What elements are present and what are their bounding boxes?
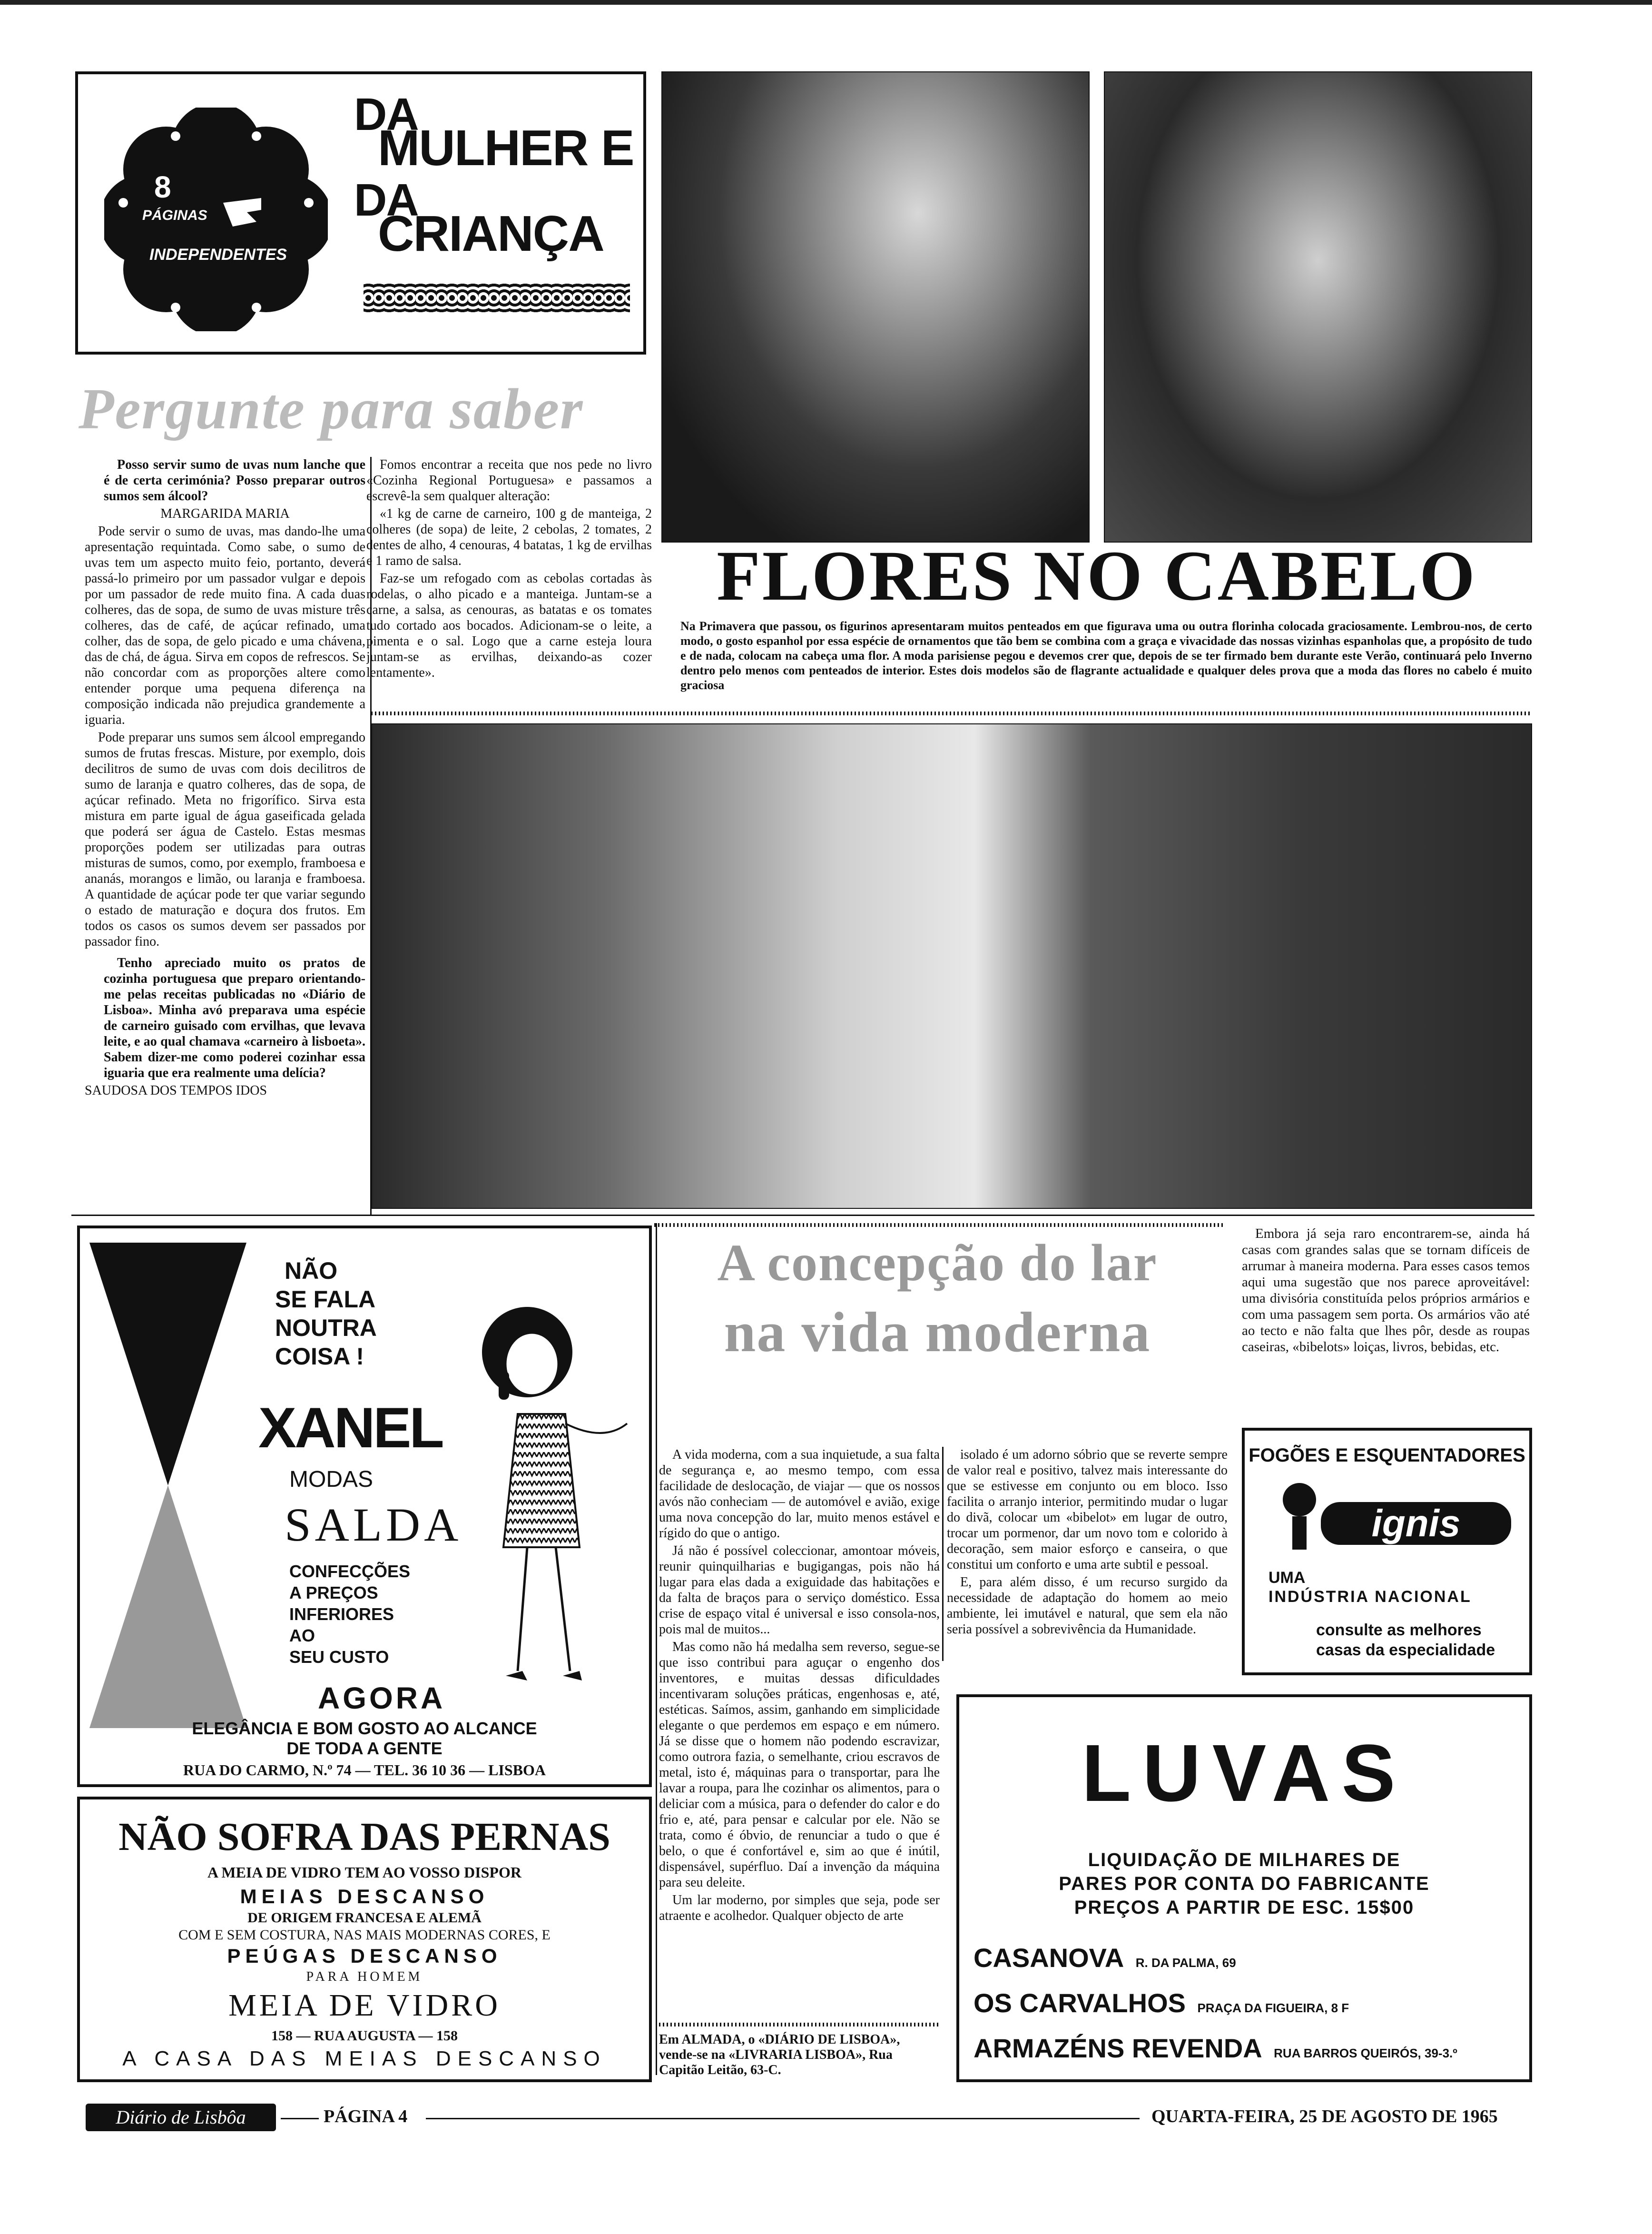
lar-paragraph-4: Um lar moderno, por simples que seja, pode ser atraente e acolhedor. Qualquer objecto de arte [659,1893,940,1923]
flores-caption: Na Primavera que passou, os figurinos apresentaram muitos penteados em que figurava uma ou outra florinha colocada graciosamente. Lembrou-nos, de certo modo, o gosto espanhol por essa espécie de ornamentos que tão bem se combina com a graça e vivacidade das nossas vizinhas espanholas que, a propósito de tudo e de nada, colocam na cabeça uma flor. A moda parisiense pegou e devemos crer que, depois de se ter firmado bem durante este Verão, continuará pelo Inverno dentro pelo menos com penteados de interior. Estes dois modelos são de flagrante actualidade e qualquer deles prova que a moda das flores no cabelo é muito graciosa [680,619,1532,692]
flower-icon [104,108,328,331]
signature-2: SAUDOSA DOS TEMPOS IDOS [85,1083,267,1098]
section-masthead [75,71,646,355]
almada-notice: Em ALMADA, o «DIÁRIO DE LISBOA», vende-se na «LIVRARIA LISBOA», Rua Capitão Leitão, 63-C. [659,2032,900,2077]
hourglass-graphic [89,1243,246,1728]
meias-l5: PEÚGAS DESCANSO [227,1945,502,1967]
ignis-l3: consulte as melhores [1316,1621,1482,1639]
lar-column-1 [659,1447,940,2020]
top-border [0,0,1652,5]
xanel-slogan2: DE TODA A GENTE [286,1739,442,1758]
question-2: Tenho apreciado muito os pratos de cozinha portuguesa que preparo orientando-me pelas receitas publicadas no «Diário de Lisboa». Minha avó preparava uma espécie de carneiro guisado com ervilhas, que levava leite, e ao qual chamava «carneiro à lisboeta». Sabem dizer-me como poderei cozinhar essa iguaria que era realmente uma delícia? [104,956,365,1080]
masthead-title-mulher: MULHER E [378,120,634,176]
lar-col2-paragraph-1: isolado é um adorno sóbrio que se reverte sempre de valor real e positivo, talvez mais interessante do que se estivesse em conjunto ou em bloco. Isso facilita o arranjo interior, permitindo mudar o lugar do divã, colocar um «bibelot» em lugar de outro, trocar um pormenor, dar um novo tom e colorido à decoração, sem maior esforço e canseira, o que constitui um conforto e uma arte subtil e pessoal. [947,1447,1228,1572]
pergunte-column-1 [85,457,365,1216]
luvas-l2: PARES POR CONTA DO FABRICANTE [1059,1873,1430,1894]
ignis-title: FOGÕES E ESQUENTADORES [1249,1445,1525,1466]
xanel-l2: SE FALA [275,1286,376,1313]
answer-2-paragraph-2: «1 kg de carne de carneiro, 100 g de manteiga, 2 colheres (de sopa) de leite, 2 cebolas, 2 tomates, 2 dentes de alho, 4 cenouras, 4 batatas, 1 kg de ervilhas e 1 ramo de salsa. [366,506,652,568]
ignis-l4: casas da especialidade [1316,1641,1495,1659]
photo-woman-flower-right [1104,71,1532,543]
torch-icon [1278,1483,1321,1550]
answer-2-paragraph-3: Faz-se um refogado com as cebolas cortadas às rodelas, o alho picado e a manteiga. Juntam-se a carne, a salsa, as cenouras, as batatas e os tomates tudo cortado aos bocados. Adicionam-se o leite, a pimenta e o sal. Logo que a carne esteja loura juntam-se as ervilhas, deixando-as cozer lentamente». [366,571,652,680]
luvas-store-2-name: OS CARVALHOS [974,1988,1186,2018]
meias-l8: 158 — RUA AUGUSTA — 158 [271,2028,458,2044]
horizontal-rule-mid [71,1215,1534,1216]
signature-1: MARGARIDA MARIA [160,506,290,521]
flores-headline: FLORES NO CABELO [717,536,1477,615]
luvas-store-1-name: CASANOVA [974,1943,1124,1973]
footer-page: PÁGINA 4 [324,2106,408,2126]
xanel-c5: SEU CUSTO [289,1647,389,1667]
xanel-l4: COISA ! [275,1343,364,1370]
lar-col2-paragraph-2: E, para além disso, é um recurso surgido da necessidade de adaptação do homem ao meio ambiente, lei imutável e natural, que sem ela não seria possível a sobrevivência da Humanidade. [947,1575,1228,1637]
ignis-l1: UMA [1268,1569,1306,1587]
xanel-brand: XANEL [258,1396,442,1460]
xanel-salda: SALDA [285,1498,462,1551]
lar-heading-1: A concepção do lar [717,1234,1158,1292]
xanel-modas: MODAS [289,1467,374,1492]
footer-rule-mid [426,2118,1140,2119]
almada-divider [659,2023,940,2026]
footer-logo: Diário de Lisbôa [86,2104,276,2131]
luvas-store-3 [974,2033,1457,2064]
masthead-ornament [364,284,630,312]
luvas-l3: PREÇOS A PARTIR DE ESC. 15$00 [1074,1897,1415,1918]
masthead-title-crianca: CRIANÇA [378,206,604,262]
luvas-store-3-address: RUA BARROS QUEIRÓS, 39-3.º [1274,2046,1457,2060]
meias-advertisement [77,1797,652,2082]
xanel-c2: A PREÇOS [289,1583,378,1602]
badge-number: 8 [154,170,171,204]
xanel-l3: NOUTRA [275,1315,377,1341]
pergunte-column-2 [366,457,652,714]
answer-1-paragraph-1: Pode servir o sumo de uvas, mas dando-lhe uma apresentação requintada. Como sabe, o sumo de uvas tem um aspecto muito feio, portanto, deverá passá-lo primeiro por um passador vulgar e depois por um passador de rede muito fina. A cada duas colheres, das de sopa, de sumo de uvas misture três colheres, das de café, de açúcar refinado, uma colher, das de sopa, de gelo picado e uma chávena, das de chá, de água. Sirva em copos de refrescos. Se não concordar com as proporções altere como entender porque uma pequena diferença na composição indicada não prejudica grandemente a iguaria. [85,524,365,727]
flores-divider [371,712,1532,715]
xanel-l1: NÃO [285,1257,338,1284]
lar-top-wave [654,1223,1225,1227]
badge-line1: PÁGINAS [142,208,207,223]
xanel-c4: AO [289,1626,315,1645]
masthead-title-da: DA [354,89,418,140]
badge-line2: INDEPENDENTES [149,246,287,264]
question-1: Posso servir sumo de uvas num lanche que é de certa cerimónia? Posso preparar outros sumos sem álcool? [104,457,365,504]
luvas-store-1 [974,1942,1236,1973]
xanel-address: RUA DO CARMO, N.º 74 — TEL. 36 10 36 — LISBOA [183,1761,546,1779]
lar-paragraph-2: Já não é possível coleccionar, amontoar móveis, reunir quinquilharias e bugigangas, pois não há lugar para elas dada a exiguidade das habitações e da falta de braços para o serviço doméstico. Essa crise de espaço vital é universal e isso consola-nos, pois mal de muitos... [659,1543,940,1637]
masthead-title-da2: DA [354,175,418,226]
meias-headline: NÃO SOFRA DAS PERNAS [118,1815,610,1859]
footer-date: QUARTA-FEIRA, 25 DE AGOSTO DE 1965 [1151,2106,1498,2126]
xanel-slogan1: ELEGÂNCIA E BOM GOSTO AO ALCANCE [192,1719,537,1738]
meias-l3: DE ORIGEM FRANCESA E ALEMÃ [247,1910,482,1926]
column-divider-lar [942,1447,944,1661]
meias-l9: A CASA DAS MEIAS DESCANSO [122,2047,607,2070]
ignis-brand: ignis [1321,1502,1511,1545]
luvas-l1: LIQUIDAÇÃO DE MILHARES DE [1088,1849,1401,1870]
flower-badge [104,108,328,331]
meias-l1: A MEIA DE VIDRO TEM AO VOSSO DISPOR [207,1864,521,1881]
answer-2-paragraph-1: Fomos encontrar a receita que nos pede no livro «Cozinha Regional Portuguesa» e passamos a escrevê-la sem qualquer alteração: [366,457,652,504]
meias-l2: MEIAS DESCANSO [240,1885,489,1908]
ignis-advertisement [1242,1428,1532,1675]
woman-on-phone-illustration [461,1300,632,1690]
lar-column-2 [947,1447,1228,1671]
luvas-store-1-address: R. DA PALMA, 69 [1135,1956,1236,1970]
meias-l4: COM E SEM COSTURA, NAS MAIS MODERNAS CORES, E [178,1927,551,1943]
lar-paragraph-3: Mas como não há medalha sem reverso, segue-se que isso contribui para aguçar o engenho dos inventores, e muitas dessas dificuldades incentivaram soluções práticas, engenhosas e, até, estéticas. Saímos, assim, ganhando em simplicidade elegante o que perdemos em espaço e em número. Já se disse que o homem não podendo escravizar, como outrora fazia, o semelhante, criou escravos de metal, isto é, máquinas para o transportar, para lhe lavar a roupa, para lhe cozinhar os alimentos, para o deliciar com a música, para o defender do calor e do frio e, até, para pensar e calcular por ele. Não se trata, como é óbvio, de renunciar a tudo o que é belo, o que é confortável e, sim ao que é inútil, dispensável, supérfluo. Daí a invenção da máquina para seu deleite. [659,1640,940,1890]
xanel-agora: AGORA [318,1681,446,1715]
xanel-advertisement [77,1226,652,1787]
lar-heading-2: na vida moderna [724,1300,1151,1364]
luvas-store-2-address: PRAÇA DA FIGUEIRA, 8 F [1197,2001,1349,2015]
luvas-headline: LUVAS [1082,1728,1407,1819]
xanel-c3: INFERIORES [289,1604,394,1624]
xanel-c1: CONFECÇÕES [289,1562,411,1581]
luvas-advertisement [956,1694,1532,2082]
lar-paragraph-1: A vida moderna, com a sua inquietude, a sua falta de segurança e, ao mesmo tempo, com essa facilidade de deslocação, de viajar — que os nossos avós não conheciam — de automóvel e avião, exige uma nova concepção do lar, muito menos estável e rígido do que o antigo. [659,1447,940,1541]
answer-1-paragraph-2: Pode preparar uns sumos sem álcool empregando sumos de frutas frescas. Misture, por exemplo, dois decilitros de sumo de uvas com dois decilitros de sumo de laranja e quatro colheres, das de sopa, de açúcar refinado. Meta no frigorífico. Sirva esta mistura em parte igual de água gaseificada gelada que poderá ser água de Castelo. Estas mesmas proporções podem ser utilizadas para outras misturas de sumos, como, por exemplo, framboesa e ananás, morangos e limão, ou laranja e framboesa. A quantidade de açúcar pode ter que variar segundo o estado de maturação e doçura dos frutos. Em todos os casos os sumos devem ser passados por passador fino. [85,730,365,949]
pergunte-heading: Pergunte para saber [79,377,584,441]
photo-room-divider-furniture [371,723,1532,1209]
photo-woman-flower-left [661,71,1090,543]
ignis-l2: INDÚSTRIA NACIONAL [1268,1588,1472,1606]
lar-right-text: Embora já seja raro encontrarem-se, ainda há casas com grandes salas que se tornam difíceis de arrumar à maneira moderna. Para esses casos temos aqui uma sugestão que nos parece aproveitável: uma divisória constituída pelos próprios armários e com uma passagem sem porta. Os armários vão até ao tecto e não falta que lhes pôr, desde as roupas caseiras, «bibelots» loiças, livros, bebidas, etc. [1242,1226,1530,1354]
footer-rule-left [281,2118,319,2119]
meias-l6: PARA HOMEM [306,1969,423,1984]
meias-l7: MEIA DE VIDRO [228,1988,501,2023]
luvas-store-3-name: ARMAZÉNS REVENDA [974,2033,1262,2063]
luvas-store-2 [974,1987,1349,2018]
